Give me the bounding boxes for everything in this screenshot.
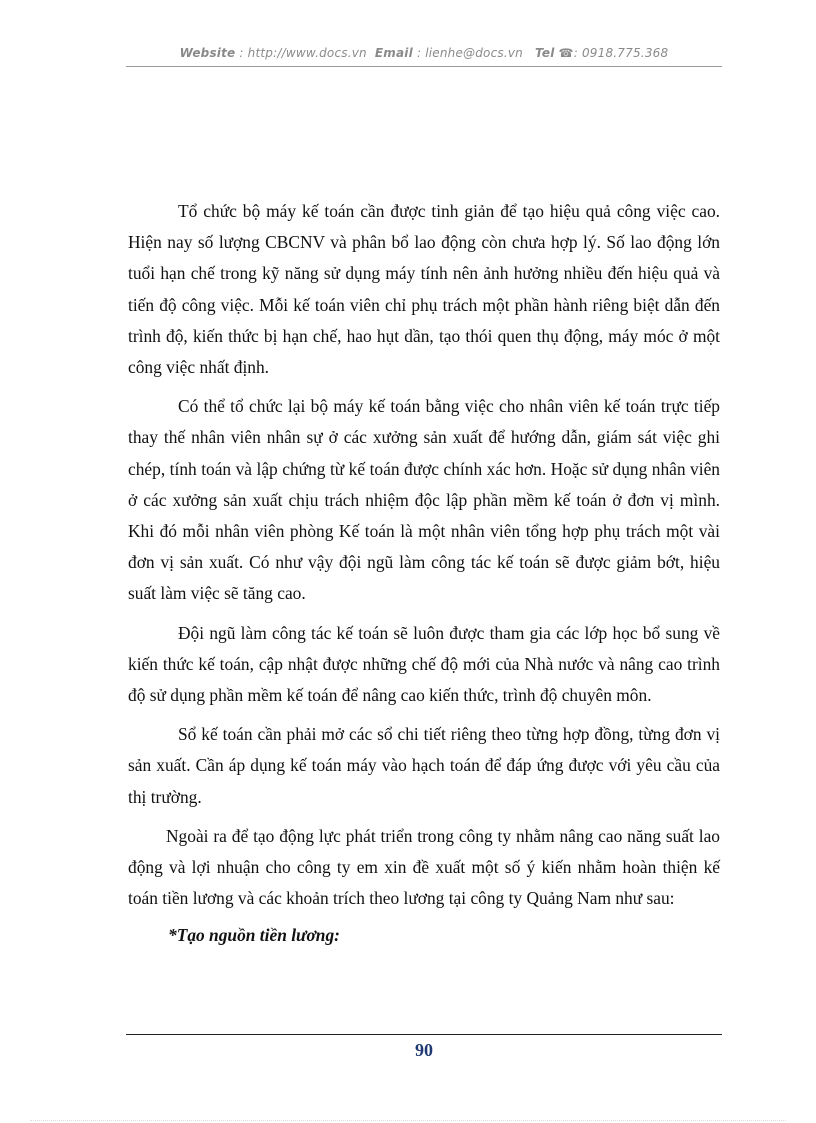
tel-label: Tel — [535, 46, 555, 60]
paragraph-5: Ngoài ra để tạo động lực phát triển trong công ty nhằm nâng cao năng suất lao động và lợi nhuận cho công ty em xin đề xuất một số ý kiến nhằm hoàn thiện kế toán tiền lương và các khoản trích theo lương tại công ty Quảng Nam như sau: — [128, 825, 720, 909]
paragraph-4: Sổ kế toán cần phải mở các sổ chi tiết riêng theo từng hợp đồng, từng đơn vị sản xuất. Cần áp dụng kế toán máy vào hạch toán để đáp ứng được với yêu cầu của thị trường. — [128, 724, 720, 807]
tel-value: ☎: 0918.775.368 — [558, 46, 669, 60]
page-header — [126, 46, 722, 60]
document-body — [128, 196, 720, 960]
header-divider — [126, 66, 722, 67]
email-label: Email — [374, 46, 413, 60]
paragraph-1: Tổ chức bộ máy kế toán cần được tinh giản để tạo hiệu quả công việc cao. Hiện nay số lượng CBCNV và phân bổ lao động còn chưa hợp lý. Số lao động lớn tuổi hạn chế trong kỹ năng sử dụng máy tính nên ảnh hưởng nhiều đến hiệu quả và tiến độ công việc. Mỗi kế toán viên chỉ phụ trách một phần hành riêng biệt dẫn đến trình độ, kiến thức bị hạn chế, hao hụt dần, tạo thói quen thụ động, máy móc ở một công việc nhất định. — [128, 201, 720, 378]
footer-divider — [126, 1034, 722, 1035]
paragraph-2: Có thể tổ chức lại bộ máy kế toán bằng việc cho nhân viên kế toán trực tiếp thay thế nhân viên nhân sự ở các xưởng sản xuất để hướng dẫn, giám sát việc ghi chép, tính toán và lập chứng từ kế toán được chính xác hơn. Hoặc sử dụng nhân viên ở các xưởng sản xuất chịu trách nhiệm độc lập phần mềm kế toán ở đơn vị mình. Khi đó mỗi nhân viên phòng Kế toán là một nhân viên tổng hợp phụ trách một vài đơn vị sản xuất. Có như vậy đội ngũ làm công tác kế toán sẽ được giảm bớt, hiệu suất làm việc sẽ tăng cao. — [128, 396, 720, 604]
page-bottom-border — [30, 1120, 786, 1121]
website-label: Website — [179, 46, 236, 60]
website-value[interactable]: : http://www.docs.vn — [239, 46, 367, 60]
email-value[interactable]: : lienhe@docs.vn — [416, 46, 523, 60]
paragraph-3: Đội ngũ làm công tác kế toán sẽ luôn được tham gia các lớp học bổ sung về kiến thức kế toán, cập nhật được những chế độ mới của Nhà nước và nâng cao trình độ sử dụng phần mềm kế toán để nâng cao kiến thức, trình độ chuyên môn. — [128, 622, 720, 706]
page-number: 90 — [415, 1040, 433, 1060]
section-subheading: *Tạo nguồn tiền lương: — [168, 925, 340, 946]
